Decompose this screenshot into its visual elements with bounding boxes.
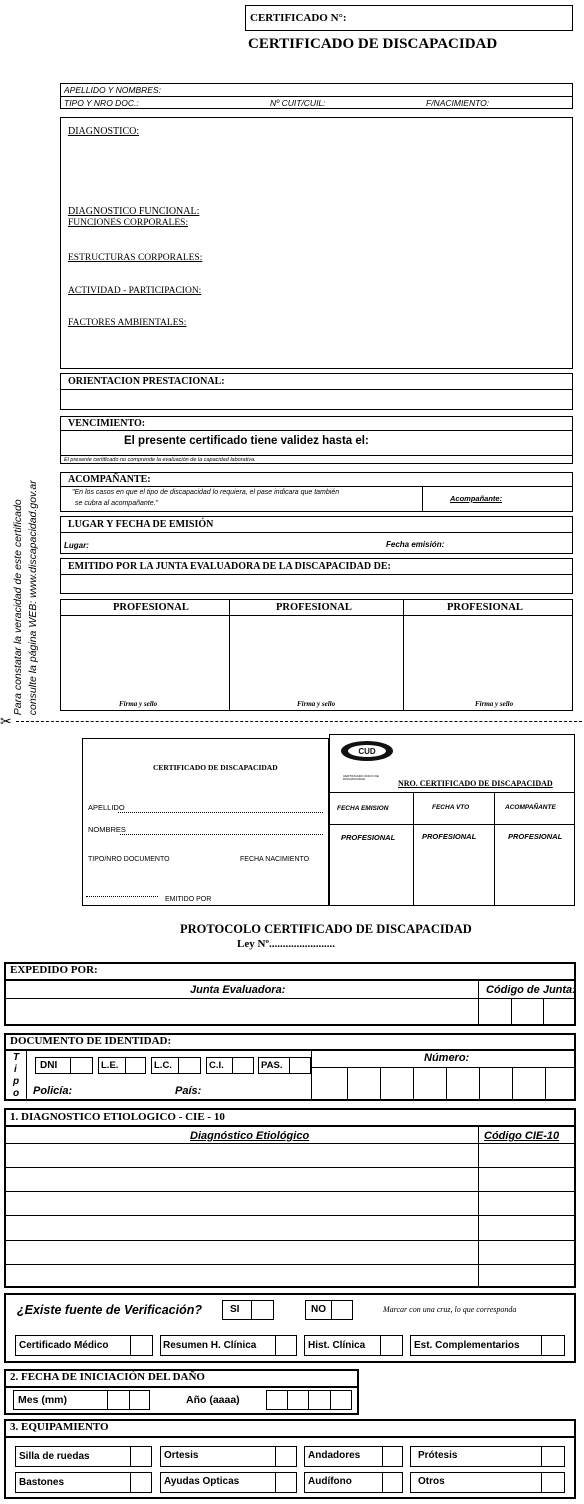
acompanante-note-2: se cubra al acompañante." — [75, 500, 159, 507]
tipo-letter-t: T — [13, 1052, 20, 1063]
protesis-label: Prótesis — [418, 1450, 458, 1461]
certificado-medico-label: Certificado Médico — [19, 1340, 109, 1351]
cuit-field[interactable]: Nº CUIT/CUIL: — [270, 98, 326, 108]
lugar-field[interactable]: Lugar: — [64, 541, 89, 550]
no-label: NO — [311, 1304, 326, 1315]
numero-label: Número: — [424, 1052, 470, 1064]
verificacion-hint: Marcar con una cruz, lo que corresponda — [383, 1305, 517, 1314]
diagnostico-label: DIAGNOSTICO: — [68, 126, 140, 137]
vencimiento-label: VENCIMIENTO: — [68, 418, 146, 429]
dni-label: DNI — [40, 1060, 58, 1071]
profesional-2-title: PROFESIONAL — [276, 602, 352, 613]
card-nombres[interactable]: NOMBRES — [88, 825, 126, 834]
card-prof-1: PROFESIONAL — [341, 833, 396, 842]
funcional-label: DIAGNOSTICO FUNCIONAL: — [68, 206, 200, 217]
expedido-label: EXPEDIDO POR: — [10, 964, 98, 976]
card-apellido[interactable]: APELLIDO — [88, 803, 125, 812]
profesional-1-title: PROFESIONAL — [113, 602, 189, 613]
junta-label: Junta Evaluadora: — [190, 984, 286, 996]
ci-label: C.I. — [209, 1060, 224, 1071]
profesional-1-sign: Firma y sello — [119, 700, 158, 708]
factores-label: FACTORES AMBIENTALES: — [68, 318, 187, 328]
hist-clinica-label: Hist. Clínica — [308, 1340, 366, 1351]
profesional-3-title: PROFESIONAL — [447, 602, 523, 613]
cie-col-diagnostico: Diagnóstico Etiológico — [190, 1130, 310, 1142]
profesional-2-sign: Firma y sello — [297, 700, 336, 708]
tipo-letter-o: o — [13, 1088, 20, 1099]
card-col-vto: FECHA VTO — [432, 804, 470, 811]
card-fecha-nac[interactable]: FECHA NACIMIENTO — [240, 856, 310, 863]
ortesis-label: Ortesis — [164, 1450, 199, 1461]
side-note-line1: Para constatar la veracidad de este certificado — [11, 499, 24, 716]
verificacion-question: ¿Existe fuente de Verificación? — [17, 1303, 203, 1317]
cie-row[interactable] — [4, 1240, 576, 1241]
resumen-label: Resumen H. Clínica — [163, 1340, 257, 1351]
tipo-letter-i: i — [14, 1064, 17, 1075]
profesional-3-sign: Firma y sello — [475, 700, 514, 708]
cie-row[interactable] — [4, 1264, 576, 1265]
protocolo-ley: Ley Nº........................ — [237, 938, 336, 950]
bastones-label: Bastones — [19, 1477, 65, 1488]
ano-field[interactable] — [266, 1390, 352, 1410]
cie-row[interactable] — [4, 1191, 576, 1192]
card-prof-3: PROFESIONAL — [508, 832, 563, 841]
ano-label: Año (aaaa) — [186, 1394, 240, 1406]
estructuras-label: ESTRUCTURAS CORPORALES: — [68, 253, 203, 263]
cud-logo — [338, 739, 396, 773]
side-note-line2: consulte la página WEB: www.discapacidad.gov.ar — [26, 480, 39, 716]
card-nro: NRO. CERTIFICADO DE DISCAPACIDAD — [398, 779, 553, 788]
cud-logo-sub: CERTIFICADO ÚNICO DE DISCAPACIDAD — [343, 774, 379, 782]
codigo-junta-label: Código de Junta: — [486, 984, 576, 996]
apellido-field[interactable]: APELLIDO Y NOMBRES: — [64, 85, 161, 95]
acompanante-note-1: "En los casos en que el tipo de discapacidad lo requiera, el pase indicara que también — [72, 489, 340, 496]
card-col-acomp: ACOMPAÑANTE — [505, 804, 556, 811]
tipo-doc-field[interactable]: TIPO Y NRO DOC.: — [64, 98, 139, 108]
nacimiento-field[interactable]: F/NACIMIENTO: — [426, 98, 490, 108]
cert-number-label: CERTIFICADO N°: — [250, 12, 347, 24]
fecha-dano-label: 2. FECHA DE INICIACIÓN DEL DAÑO — [10, 1371, 205, 1383]
andadores-label: Andadores — [308, 1450, 361, 1461]
lugar-label: LUGAR Y FECHA DE EMISIÓN — [68, 519, 214, 530]
actividad-label: ACTIVIDAD - PARTICIPACION: — [68, 286, 202, 296]
emitido-label: EMITIDO POR LA JUNTA EVALUADORA DE LA DISCAPACIDAD DE: — [68, 561, 391, 572]
protocolo-title: PROTOCOLO CERTIFICADO DE DISCAPACIDAD — [180, 922, 472, 936]
otros-label: Otros — [418, 1476, 445, 1487]
funciones-label: FUNCIONES CORPORALES: — [68, 218, 189, 228]
silla-label: Silla de ruedas — [19, 1451, 90, 1462]
scissors-icon: ✂ — [0, 713, 12, 729]
tipo-letter-p: p — [13, 1076, 20, 1087]
audifono-label: Audífono — [308, 1476, 352, 1487]
le-label: L.E. — [101, 1060, 119, 1071]
mes-label: Mes (mm) — [18, 1394, 68, 1406]
pais-label[interactable]: País: — [175, 1085, 202, 1097]
equipamiento-label: 3. EQUIPAMIENTO — [10, 1421, 109, 1433]
fecha-emision-field[interactable]: Fecha emisión: — [386, 540, 445, 549]
page-title: CERTIFICADO DE DISCAPACIDAD — [248, 36, 498, 52]
cie-label: 1. DIAGNOSTICO ETIOLOGICO - CIE - 10 — [10, 1111, 225, 1123]
cie-row[interactable] — [4, 1215, 576, 1216]
cut-line — [16, 721, 582, 722]
si-label: SI — [230, 1304, 240, 1315]
acompanante-label: ACOMPAÑANTE: — [68, 474, 151, 485]
cie-col-codigo: Código CIE-10 — [484, 1130, 560, 1142]
junta-input[interactable] — [6, 999, 478, 1024]
orientacion-label: ORIENTACION PRESTACIONAL: — [68, 376, 225, 387]
est-complementarios-label: Est. Complementarios — [414, 1340, 520, 1351]
card-title: CERTIFICADO DE DISCAPACIDAD — [153, 763, 278, 772]
lc-label: L.C. — [154, 1060, 172, 1071]
card-tipo-doc[interactable]: TIPO/NRO DOCUMENTO — [88, 856, 170, 863]
validez-text: El presente certificado tiene validez hasta el: — [124, 435, 369, 447]
documento-label: DOCUMENTO DE IDENTIDAD: — [10, 1035, 172, 1047]
acompanante-field[interactable]: Acompañante: — [450, 494, 503, 503]
diagnostic-box — [60, 117, 573, 369]
policia-label[interactable]: Policía: — [33, 1085, 73, 1097]
card-emitido[interactable]: EMITIDO POR — [165, 896, 212, 903]
pas-label: PAS. — [261, 1060, 283, 1071]
card-col-emision: FECHA EMISION — [337, 805, 389, 812]
vencimiento-note: El presente certificado no comprende la evaluación de la capacidad laborativa. — [64, 457, 256, 463]
card-prof-2: PROFESIONAL — [422, 832, 477, 841]
svg-text:CUD: CUD — [358, 747, 376, 756]
ayudas-label: Ayudas Opticas — [164, 1476, 240, 1487]
cie-row[interactable] — [4, 1167, 576, 1168]
